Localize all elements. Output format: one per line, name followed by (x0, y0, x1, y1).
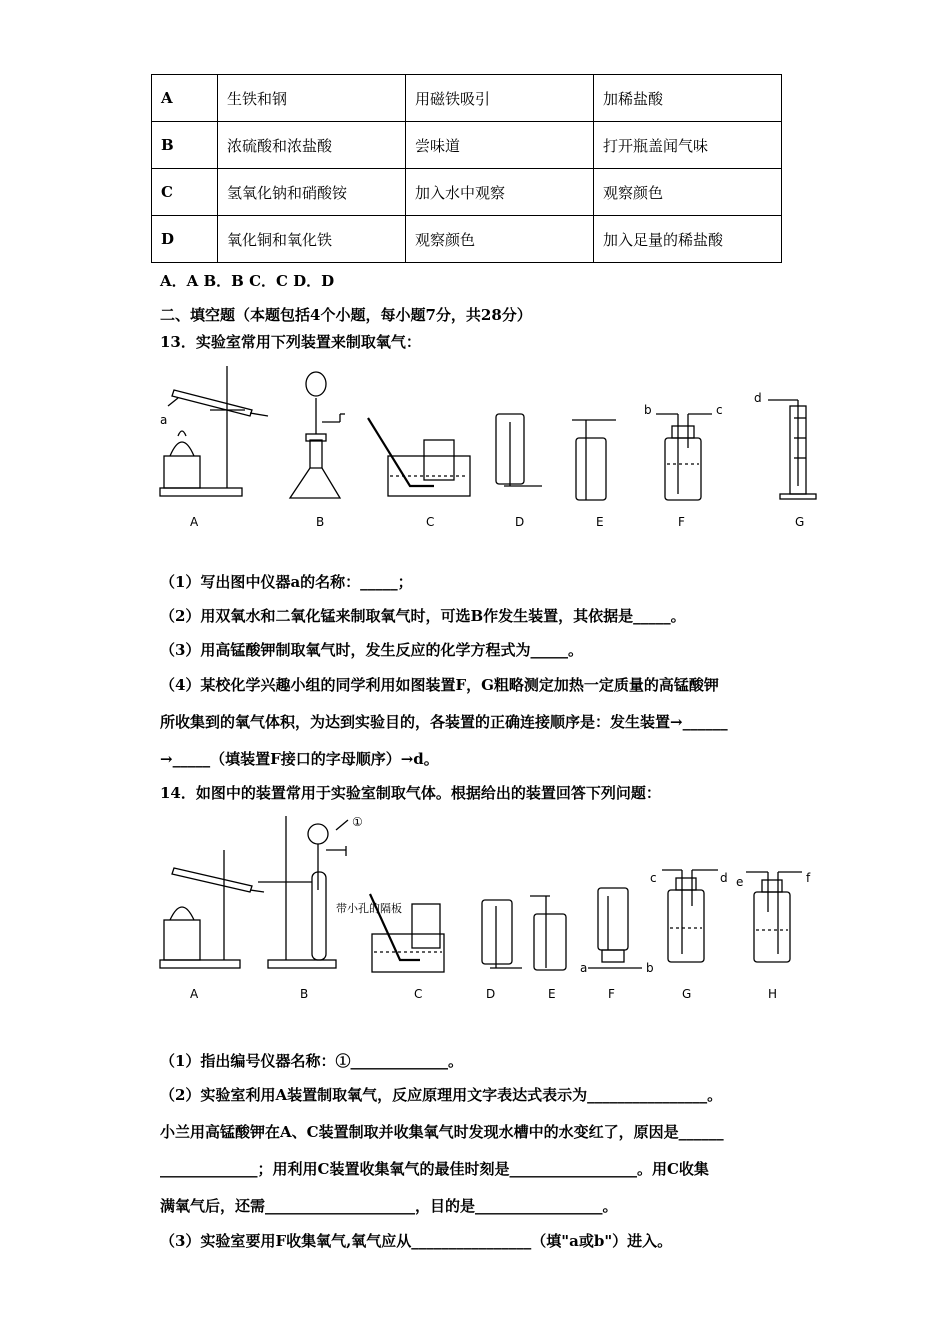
comparison-table (151, 74, 782, 263)
table-cell: A (152, 75, 218, 122)
q14-part1: （1）指出编号仪器名称：①_____________。 (160, 1052, 463, 1070)
q14-part2-line3: _____________；用利用C装置收集氧气的最佳时刻是_________________。用C收集 (160, 1160, 709, 1178)
port-label: d (720, 871, 728, 885)
separatory-funnel (306, 372, 326, 396)
figure-label: F (608, 987, 615, 1001)
table-cell: 观察颜色 (406, 216, 594, 263)
figure-label: E (596, 515, 604, 529)
circle-number-label: ① (352, 815, 363, 829)
table-row (152, 169, 782, 216)
table-cell: 加入水中观察 (406, 169, 594, 216)
table-cell: B (152, 122, 218, 169)
table-row (152, 216, 782, 263)
q13-stem: 13．实验室常用下列装置来制取氧气： (160, 333, 421, 351)
table-cell: 氢氧化钠和硝酸铵 (218, 169, 406, 216)
q14-stem: 14．如图中的装置常用于实验室制取气体。根据给出的装置回答下列问题： (160, 784, 661, 802)
figure-label: D (486, 987, 496, 1001)
port-label: e (736, 875, 744, 889)
table-cell: C (152, 169, 218, 216)
port-label: f (806, 871, 811, 885)
table-cell: 加入足量的稀盐酸 (594, 216, 782, 263)
q14-part3: （3）实验室要用F收集氧气,氧气应从________________（填"a或b"）进入。 (160, 1232, 673, 1250)
table-cell: 打开瓶盖闻气味 (594, 122, 782, 169)
q14-part2-line2: 小兰用高锰酸钾在A、C装置制取并收集氧气时发现水槽中的水变红了，原因是______ (160, 1123, 724, 1141)
q14-part2: （2）实验室利用A装置制取氧气，反应原理用文字表达式表示为________________。 (160, 1086, 723, 1104)
table-cell: 观察颜色 (594, 169, 782, 216)
port-label: a (160, 413, 168, 427)
answer-options: A．A B．B C．C D．D (160, 272, 335, 290)
table-cell: 浓硫酸和浓盐酸 (218, 122, 406, 169)
q13-apparatus-figure (150, 358, 830, 533)
figure-label: A (190, 987, 199, 1001)
port-label: d (754, 391, 762, 405)
figure-label: E (548, 987, 556, 1001)
figure-label: G (682, 987, 692, 1001)
table-cell: 生铁和钢 (218, 75, 406, 122)
partition-label: 带小孔的隔板 (336, 902, 402, 915)
q13-part1: （1）写出图中仪器a的名称：_____； (160, 573, 413, 591)
table-cell: D (152, 216, 218, 263)
table-row (152, 122, 782, 169)
q13-part2: （2）用双氧水和二氧化锰来制取氧气时，可选B作发生装置，其依据是_____。 (160, 607, 686, 625)
figure-label: B (316, 515, 325, 529)
port-label: b (646, 961, 654, 975)
q13-part4-line2: 所收集到的氧气体积，为达到实验目的，各装置的正确连接顺序是：发生装置→______ (160, 713, 728, 731)
q14-part2-line4: 满氧气后，还需____________________，目的是_________________。 (160, 1197, 618, 1215)
table-row (152, 75, 782, 122)
port-label: c (716, 403, 723, 417)
port-label: c (650, 871, 657, 885)
q13-part4-line3: →_____（填装置F接口的字母顺序）→d。 (160, 750, 439, 768)
table-cell: 加稀盐酸 (594, 75, 782, 122)
figure-label: B (300, 987, 309, 1001)
section-title: 二、填空题（本题包括4个小题，每小题7分，共28分） (160, 306, 532, 324)
figure-label: C (414, 987, 423, 1001)
stand-base (160, 488, 242, 496)
figure-label: F (678, 515, 685, 529)
q13-part3: （3）用高锰酸钾制取氧气时，发生反应的化学方程式为_____。 (160, 641, 583, 659)
q13-part4-line1: （4）某校化学兴趣小组的同学利用如图装置F，G粗略测定加热一定质量的高锰酸钾 (160, 676, 719, 694)
figure-label: G (795, 515, 805, 529)
figure-label: A (190, 515, 199, 529)
figure-label: D (515, 515, 525, 529)
table-cell: 氧化铜和氧化铁 (218, 216, 406, 263)
figure-label: H (768, 987, 778, 1001)
alcohol-lamp (164, 456, 200, 488)
table-cell: 尝味道 (406, 122, 594, 169)
test-tube (172, 390, 252, 416)
table-cell: 用磁铁吸引 (406, 75, 594, 122)
port-label: a (580, 961, 588, 975)
port-label: b (644, 403, 652, 417)
figure-label: C (426, 515, 435, 529)
q14-apparatus-figure (150, 810, 830, 1005)
